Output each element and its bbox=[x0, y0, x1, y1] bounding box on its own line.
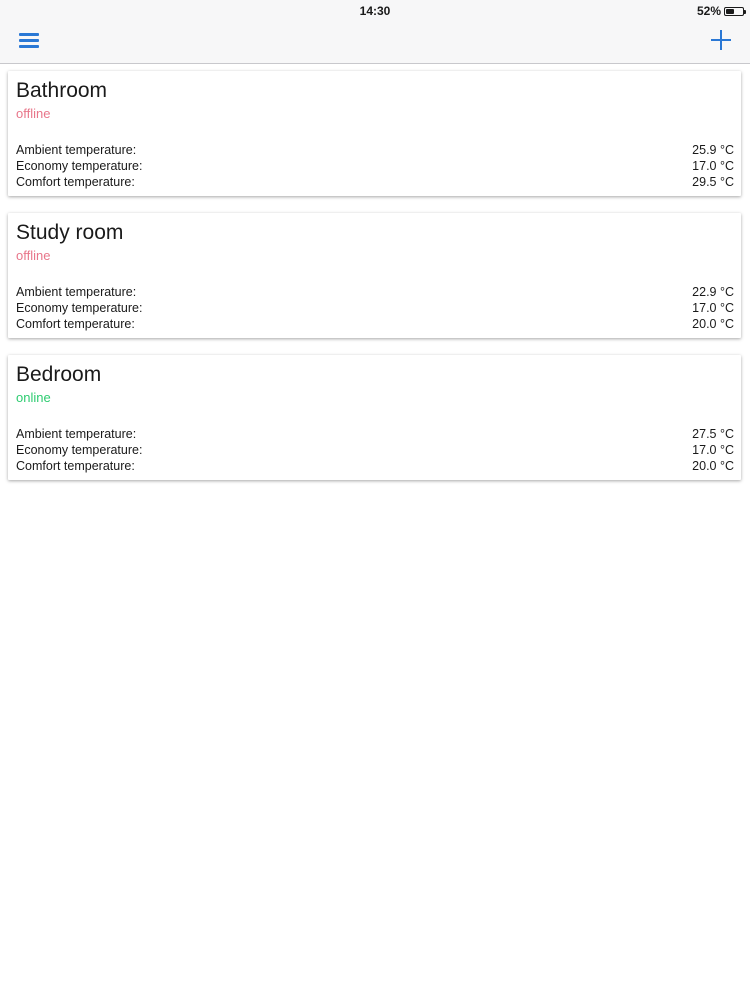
temperature-label: Economy temperature: bbox=[16, 159, 143, 173]
temperature-value: 17.0 °C bbox=[692, 301, 734, 315]
temperature-value: 22.9 °C bbox=[692, 285, 734, 299]
temperature-row bbox=[16, 458, 734, 474]
temperature-row bbox=[16, 174, 734, 190]
room-card-bathroom[interactable] bbox=[8, 71, 741, 196]
menu-button[interactable] bbox=[19, 31, 41, 51]
room-name: Bedroom bbox=[16, 363, 102, 386]
temperature-value: 29.5 °C bbox=[692, 175, 734, 189]
temperature-value: 20.0 °C bbox=[692, 317, 734, 331]
room-status: offline bbox=[16, 248, 51, 263]
room-card-bedroom[interactable] bbox=[8, 355, 741, 480]
temperature-list bbox=[16, 426, 734, 474]
temperature-row bbox=[16, 426, 734, 442]
battery-indicator bbox=[697, 4, 744, 18]
temperature-row bbox=[16, 158, 734, 174]
temperature-label: Comfort temperature: bbox=[16, 175, 135, 189]
room-status: online bbox=[16, 390, 51, 405]
battery-icon bbox=[724, 7, 744, 16]
navigation-bar bbox=[0, 22, 750, 64]
room-status: offline bbox=[16, 106, 51, 121]
temperature-row bbox=[16, 316, 734, 332]
temperature-list bbox=[16, 142, 734, 190]
temperature-row bbox=[16, 142, 734, 158]
status-bar bbox=[0, 0, 750, 22]
room-card-study-room[interactable] bbox=[8, 213, 741, 338]
temperature-label: Ambient temperature: bbox=[16, 285, 137, 299]
temperature-value: 17.0 °C bbox=[692, 159, 734, 173]
temperature-value: 17.0 °C bbox=[692, 443, 734, 457]
temperature-label: Economy temperature: bbox=[16, 443, 143, 457]
temperature-label: Comfort temperature: bbox=[16, 317, 135, 331]
add-room-button[interactable] bbox=[710, 29, 732, 51]
temperature-value: 20.0 °C bbox=[692, 459, 734, 473]
room-name: Bathroom bbox=[16, 79, 108, 102]
temperature-label: Ambient temperature: bbox=[16, 143, 137, 157]
status-time: 14:30 bbox=[359, 4, 391, 18]
temperature-label: Comfort temperature: bbox=[16, 459, 135, 473]
temperature-value: 27.5 °C bbox=[692, 427, 734, 441]
temperature-label: Ambient temperature: bbox=[16, 427, 137, 441]
temperature-list bbox=[16, 284, 734, 332]
temperature-row bbox=[16, 442, 734, 458]
room-list bbox=[8, 71, 741, 497]
room-name: Study room bbox=[16, 221, 124, 244]
temperature-row bbox=[16, 284, 734, 300]
battery-fill bbox=[726, 9, 734, 14]
battery-percentage: 52% bbox=[696, 4, 721, 18]
temperature-row bbox=[16, 300, 734, 316]
temperature-value: 25.9 °C bbox=[692, 143, 734, 157]
temperature-label: Economy temperature: bbox=[16, 301, 143, 315]
